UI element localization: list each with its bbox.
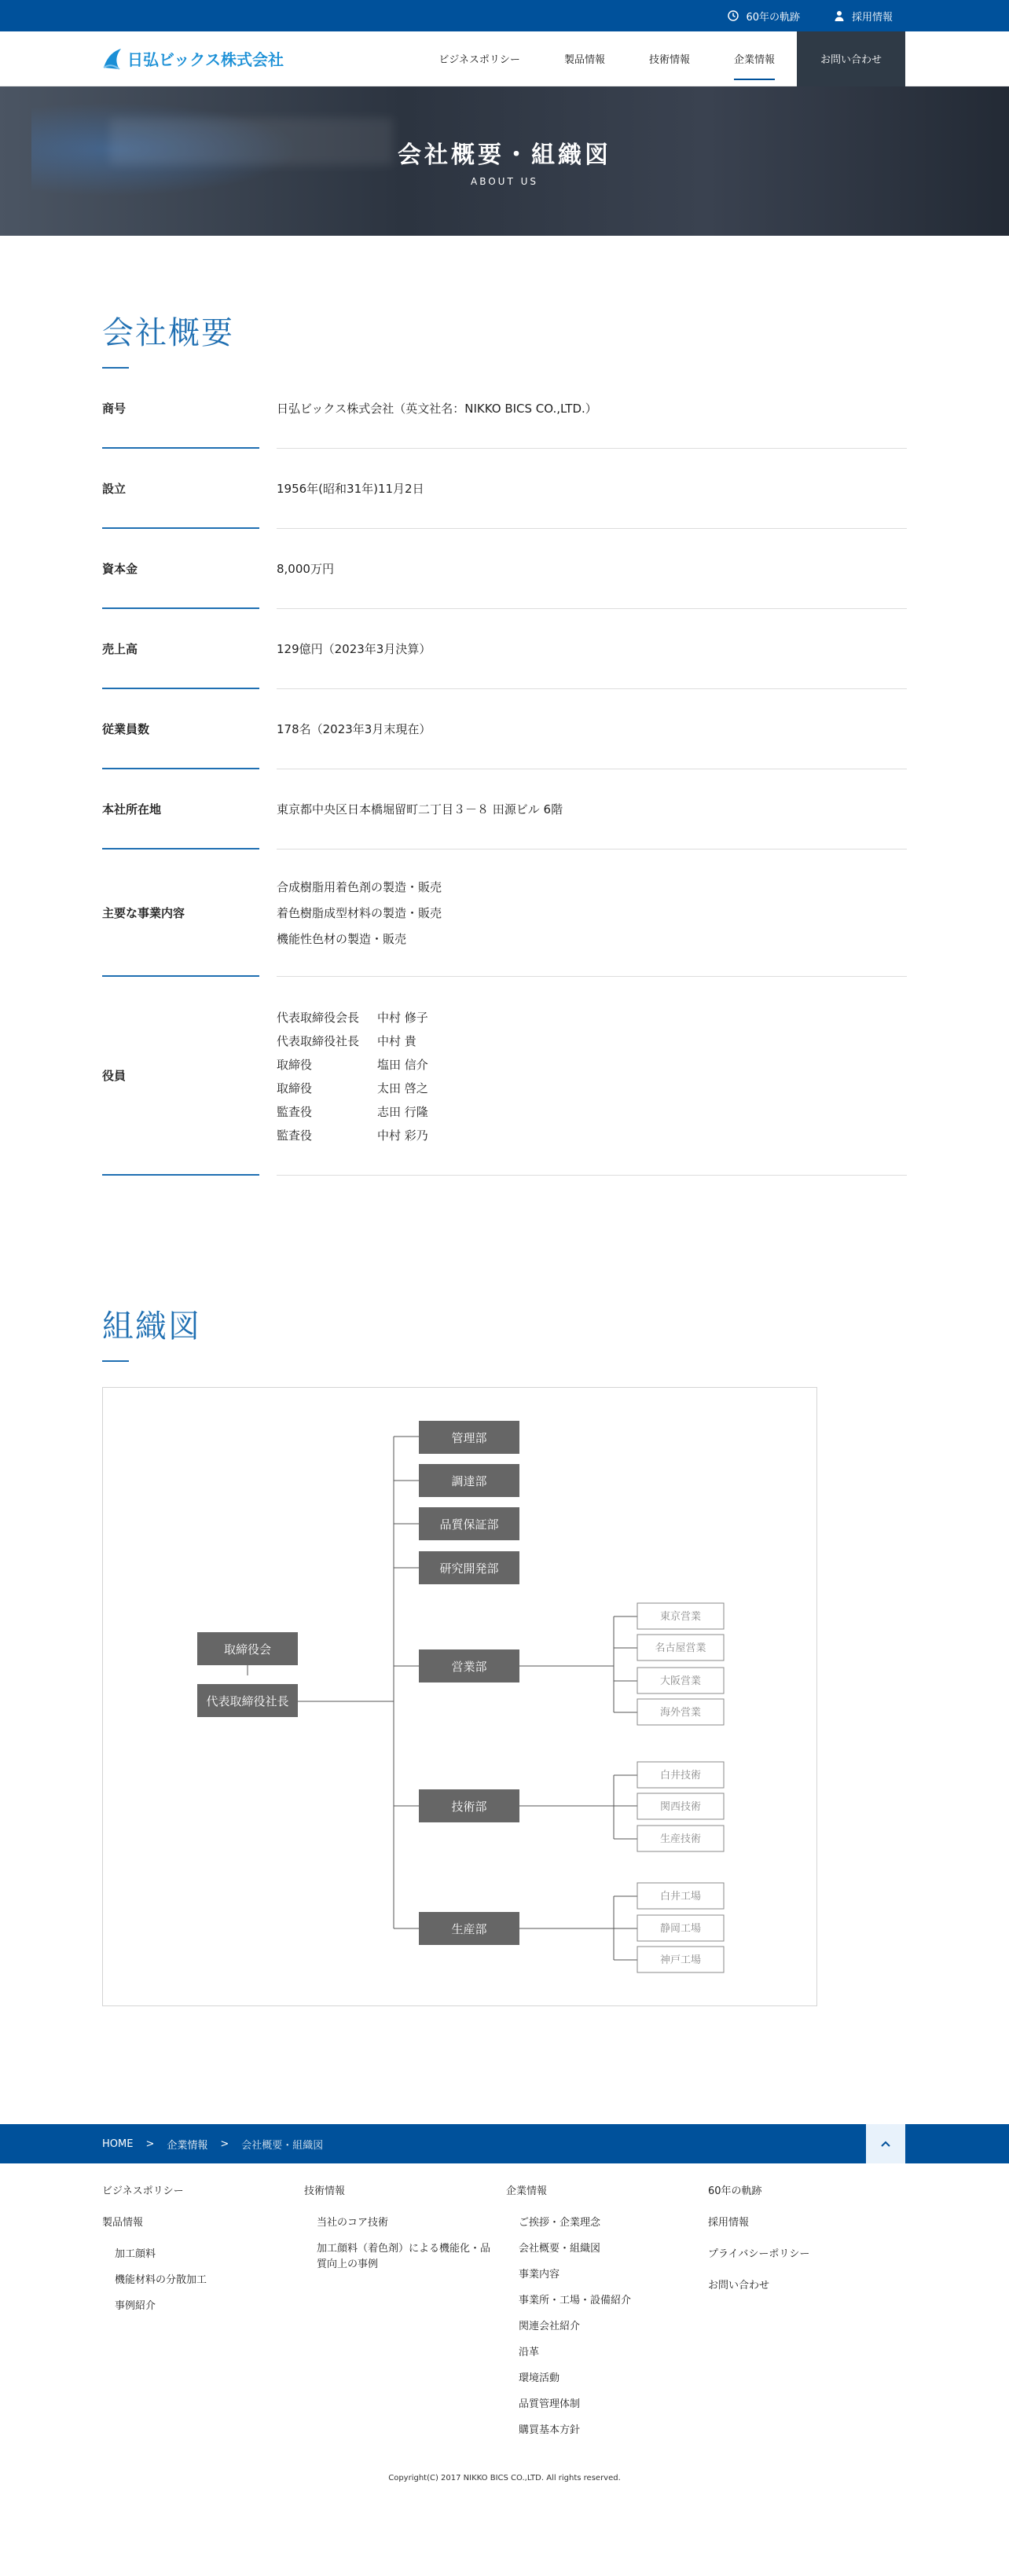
info-row-sales [102, 609, 907, 689]
breadcrumb-separator: > [145, 2137, 155, 2150]
officer-role: 監査役 [277, 1104, 313, 1119]
org-sub-unit [637, 1793, 724, 1819]
nav-company[interactable]: 企業情報 [712, 31, 797, 86]
chevron-up-icon [879, 2137, 892, 2150]
footer-link[interactable]: お問い合わせ [708, 2280, 770, 2292]
info-value: 東京都中央区日本橋堀留町二丁目３－８ 田源ビル 6階 [277, 802, 563, 816]
org-dept-procurement [419, 1464, 519, 1497]
org-sub-label: 白井技術 [659, 1770, 702, 1782]
info-row-capital [102, 529, 907, 609]
copyright: Copyright(C) 2017 NIKKO BICS CO.,LTD. All rights reserved. [388, 2474, 621, 2482]
info-value: 機能性色材の製造・販売 [277, 932, 407, 946]
org-sub-unit [637, 1668, 724, 1693]
footer-sub-link[interactable]: 品質管理体制 [519, 2398, 581, 2410]
company-logo-mark-icon [102, 47, 123, 71]
nav-contact-button[interactable]: お問い合わせ [797, 31, 905, 86]
company-logo-text: 日弘ビックス株式会社 [127, 50, 284, 69]
org-sub-label: 名古屋営業 [655, 1642, 706, 1654]
main-nav [416, 31, 905, 86]
org-node-label: 生産部 [451, 1922, 487, 1936]
org-sub-unit [637, 1699, 724, 1725]
footer-sub-link[interactable]: 機能材料の分散加工 [115, 2274, 207, 2286]
org-sub-label: 神戸工場 [659, 1954, 702, 1966]
footer-sub-link[interactable]: 沿革 [519, 2347, 540, 2358]
footer-sub-link[interactable]: 環境活動 [519, 2372, 560, 2384]
org-node-label: 代表取締役社長 [206, 1694, 289, 1708]
officer-role: 代表取締役会長 [277, 1010, 360, 1025]
officer-name: 中村 貴 [377, 1033, 416, 1048]
info-label: 役員 [102, 977, 259, 1176]
org-heading: 組織図 [102, 1308, 201, 1345]
history-link[interactable] [727, 9, 800, 24]
breadcrumb [0, 2124, 1009, 2163]
breadcrumb-home-link[interactable]: HOME [102, 2137, 134, 2150]
officer-name: 中村 彩乃 [377, 1128, 428, 1143]
org-dept-sales [419, 1649, 519, 1682]
breadcrumb-separator: > [220, 2137, 229, 2150]
breadcrumb-current: 会社概要・組織図 [241, 2139, 324, 2152]
overview-heading: 会社概要 [102, 315, 234, 351]
officer-name: 中村 修子 [377, 1010, 428, 1025]
company-logo[interactable] [102, 47, 284, 71]
org-sub-label: 関西技術 [659, 1801, 702, 1813]
officer-role: 取締役 [277, 1057, 313, 1072]
org-sub-unit [637, 1635, 724, 1660]
info-row-established [102, 449, 907, 529]
org-dept-production [419, 1912, 519, 1945]
info-row-head-office [102, 769, 907, 849]
info-value: 8,000万円 [277, 562, 334, 576]
org-node-board [197, 1632, 298, 1665]
info-label: 本社所在地 [102, 769, 259, 849]
nav-products[interactable]: 製品情報 [563, 54, 605, 66]
org-chart-section [102, 1176, 907, 2006]
org-sub-unit [637, 1826, 724, 1851]
officer-entry [277, 1103, 907, 1120]
org-sub-unit [637, 1947, 724, 1972]
info-row-employees [102, 689, 907, 769]
footer-sub-link[interactable]: 加工顔料 [115, 2248, 156, 2260]
footer-link[interactable]: 企業情報 [506, 2185, 548, 2197]
org-sub-label: 大阪営業 [659, 1675, 702, 1687]
footer-sitemap [0, 2163, 1009, 2449]
officer-name: 太田 啓之 [377, 1081, 428, 1095]
officer-name: 塩田 信介 [377, 1057, 428, 1072]
footer-sub-link[interactable]: 当社のコア技術 [317, 2217, 389, 2229]
info-row-officers [102, 977, 907, 1176]
info-label: 資本金 [102, 529, 259, 609]
clock-history-icon [727, 9, 739, 22]
org-dept-admin [419, 1421, 519, 1454]
footer-sub-link[interactable]: 事業所・工場・設備紹介 [519, 2295, 632, 2306]
org-sub-label: 東京営業 [659, 1611, 702, 1623]
heading-underline [102, 1360, 129, 1362]
history-link-label: 60年の軌跡 [746, 11, 800, 24]
footer-column [506, 2184, 708, 2449]
footer-sub-link[interactable]: 加工顔料（着色剤）による機能化・品質向上の事例 [317, 2243, 491, 2270]
footer-sub-link[interactable]: 購買基本方針 [519, 2424, 581, 2436]
recruit-link[interactable] [833, 9, 893, 24]
utility-bar [0, 0, 1009, 31]
info-row-business [102, 849, 907, 977]
nav-business-policy[interactable]: ビジネスポリシー [438, 54, 520, 66]
page-title: 会社概要・組織図 [398, 141, 611, 169]
footer-link[interactable]: 製品情報 [102, 2217, 144, 2229]
org-dept-rnd [419, 1551, 519, 1584]
org-node-label: 調達部 [451, 1474, 487, 1488]
info-value: 着色樹脂成型材料の製造・販売 [277, 906, 442, 920]
page-subtitle: ABOUT US [470, 176, 538, 187]
officer-entry [277, 1080, 907, 1096]
page-hero [0, 86, 1009, 236]
officer-role: 監査役 [277, 1128, 313, 1143]
org-node-label: 取締役会 [223, 1642, 272, 1657]
footer-sub-link[interactable]: 事例紹介 [115, 2300, 156, 2312]
org-sub-label: 白井工場 [659, 1891, 702, 1903]
footer-sub-link[interactable]: 会社概要・組織図 [519, 2243, 601, 2255]
officer-entry [277, 1056, 907, 1073]
org-sub-unit [637, 1762, 724, 1788]
info-value: 日弘ビックス株式会社（英文社名：NIKKO BICS CO.,LTD.） [277, 402, 597, 416]
footer-link[interactable]: プライバシーポリシー [708, 2248, 810, 2260]
info-value: 合成樹脂用着色剤の製造・販売 [277, 880, 442, 894]
company-overview-section [102, 236, 907, 1176]
officer-entry [277, 1127, 907, 1143]
footer-sub-link[interactable]: 関連会社紹介 [519, 2321, 581, 2332]
officer-role: 取締役 [277, 1081, 313, 1095]
footer-sub-link[interactable]: 事業内容 [519, 2269, 560, 2281]
site-header [0, 31, 1009, 86]
org-node-label: 営業部 [451, 1660, 487, 1674]
org-dept-technology [419, 1789, 519, 1822]
footer-link[interactable]: ビジネスポリシー [102, 2185, 184, 2197]
org-sub-unit [637, 1915, 724, 1941]
info-label: 従業員数 [102, 689, 259, 769]
footer-column [102, 2184, 304, 2449]
recruit-link-label: 採用情報 [851, 11, 893, 24]
org-sub-unit [637, 1603, 724, 1629]
officer-role: 代表取締役社長 [277, 1033, 360, 1048]
org-sub-label: 静岡工場 [659, 1923, 702, 1935]
org-chart-diagram [103, 1388, 816, 2005]
org-sub-unit [637, 1883, 724, 1909]
org-node-label: 研究開発部 [439, 1561, 499, 1576]
footer-link[interactable]: 60年の軌跡 [708, 2185, 762, 2197]
officer-entry [277, 1009, 907, 1026]
person-icon [833, 9, 846, 22]
footer-link[interactable]: 技術情報 [304, 2185, 346, 2197]
back-to-top-button[interactable] [866, 2124, 905, 2163]
info-label: 主要な事業内容 [102, 849, 259, 977]
org-node-president [197, 1684, 298, 1717]
org-chart [102, 1387, 817, 2006]
org-node-label: 品質保証部 [439, 1517, 499, 1532]
footer-column [304, 2184, 506, 2449]
officer-name: 志田 行隆 [377, 1104, 428, 1119]
info-label: 商号 [102, 369, 259, 449]
nav-technology[interactable]: 技術情報 [648, 54, 690, 66]
info-label: 売上高 [102, 609, 259, 689]
org-sub-label: 海外営業 [659, 1707, 702, 1719]
footer-sub-link[interactable]: ご挨拶・企業理念 [519, 2217, 601, 2229]
org-sub-label: 生産技術 [659, 1833, 702, 1845]
info-row-trade-name [102, 369, 907, 449]
org-node-label: 技術部 [451, 1800, 487, 1814]
org-dept-quality [419, 1507, 519, 1540]
info-label: 設立 [102, 449, 259, 529]
footer-column [708, 2184, 910, 2449]
officer-entry [277, 1033, 907, 1049]
footer-link[interactable]: 採用情報 [708, 2217, 750, 2229]
org-node-label: 管理部 [451, 1431, 487, 1445]
info-value: 178名（2023年3月末現在） [277, 722, 431, 736]
breadcrumb-parent-link[interactable]: 企業情報 [167, 2139, 208, 2152]
info-value: 129億円（2023年3月決算） [277, 642, 431, 656]
info-value: 1956年(昭和31年)11月2日 [277, 482, 424, 496]
overview-table [102, 369, 907, 1176]
